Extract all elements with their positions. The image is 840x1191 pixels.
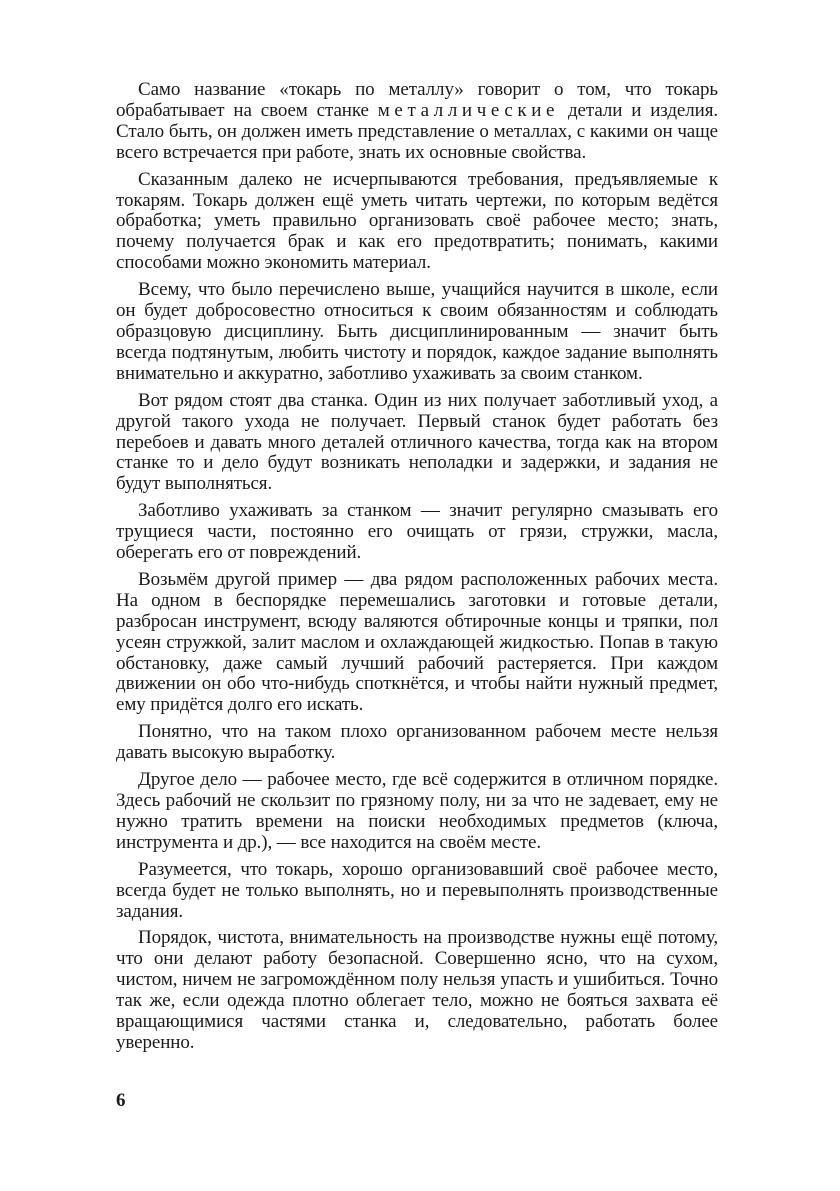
paragraph-5: Заботливо ухаживать за станком — значит регулярно смазывать его трущиеся части, постоянно его очищать от грязи, стружки, масла, оберегать его от повреждений.: [116, 500, 718, 564]
paragraph-8: Другое дело — рабочее место, где всё содержится в отличном порядке. Здесь рабочий не скользит по грязному полу, ни за что не задевает, ему не нужно тратить времени на поиски необходимых предметов (ключа, инструмента и др.), — все находится на своём месте.: [116, 769, 718, 853]
page-body: [116, 80, 718, 1060]
paragraph-1-after: детали и изделия. Стало быть, он должен иметь представление о металлах, с какими он чаще всего встречается при работе, знать их основные свойства.: [116, 99, 718, 163]
paragraph-1-before: Само название «токарь по металлу» говорит о том, что токарь обрабатывает на своем станке: [116, 79, 718, 121]
paragraph-10: Порядок, чистота, внимательность на производстве нужны ещё потому, что они делают работу безопасной. Совершенно ясно, что на сухом, чистом, ничем не загромождённом полу нельзя упасть и ушибиться. Точно так же, если одежда плотно облегает тело, можно не бояться захвата её вращающимися частями станка и, следовательно, работать более уверенно.: [116, 927, 718, 1053]
paragraph-9: Разумеется, что токарь, хорошо организовавший своё рабочее место, всегда будет не только выполнять, но и перевыполнять производственные задания.: [116, 858, 718, 922]
paragraph-2: Сказанным далеко не исчерпываются требования, предъявляемые к токарям. Токарь должен ещё уметь читать чертежи, по которым ведётся обработка; уметь правильно организовать своё рабочее место; знать, почему получается брак и как его предотвратить; понимать, какими способами можно экономить материал.: [116, 168, 718, 274]
paragraph-3: Всему, что было перечислено выше, учащийся научится в школе, если он будет добросовестно относиться к своим обязанностям и соблюдать образцовую дисциплину. Быть дисциплинированным — значит быть всегда подтянутым, любить чистоту и порядок, каждое задание выполнять внимательно и аккуратно, заботливо ухаживать за своим станком.: [116, 279, 718, 384]
paragraph-6: Возьмём другой пример — два рядом расположенных рабочих места. На одном в беспорядке перемешались заготовки и готовые детали, разбросан инструмент, всюду валяются обтирочные концы и тряпки, пол усеян стружкой, залит маслом и охлаждающей жидкостью. Попав в такую обстановку, даже самый лучший рабочий растеряется. При каждом движении он обо что-нибудь споткнётся, и чтобы найти нужный предмет, ему придётся долго его искать.: [116, 568, 718, 716]
paragraph-4: Вот рядом стоят два станка. Один из них получает заботливый уход, а другой такого ухода не получает. Первый станок будет работать без перебоев и давать много деталей отличного качества, тогда как на втором станке то и дело будут возникать неполадки и задержки, и задания не будут выполняться.: [116, 389, 718, 495]
paragraph-1-spaced-word: металлические: [377, 99, 560, 121]
paragraph-1: [116, 80, 718, 164]
page-number: 6: [116, 1090, 126, 1111]
paragraph-7: Понятно, что на таком плохо организованном рабочем месте нельзя давать высокую выработку.: [116, 721, 718, 764]
